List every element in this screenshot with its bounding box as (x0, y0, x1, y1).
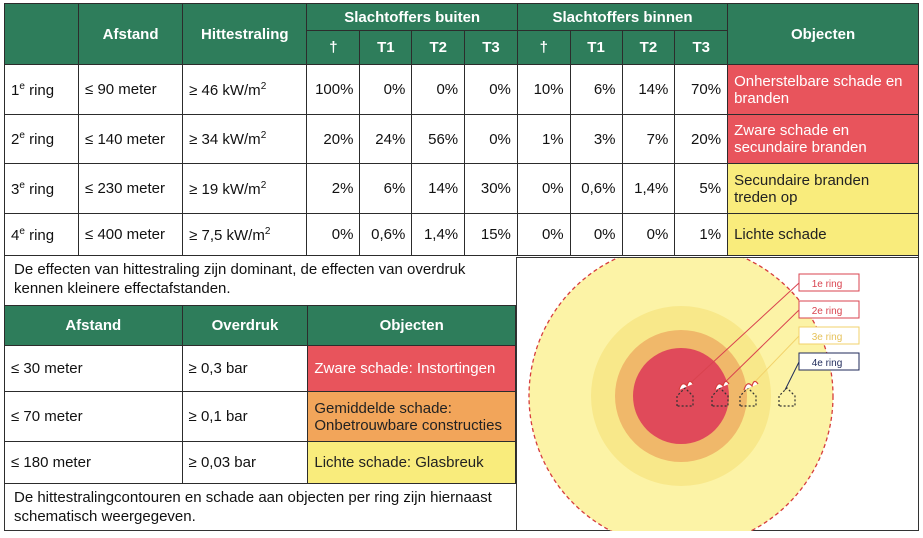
header-afstand: Afstand (79, 4, 183, 65)
value-cell: 20% (675, 115, 728, 164)
object-cell: Gemiddelde schade: Onbetrouwbare constructies (308, 392, 516, 442)
label-ring-2: 2e ring (811, 306, 843, 317)
value-cell: 14% (412, 164, 465, 214)
ring-cell: 3e ring (5, 164, 79, 214)
header-objecten-2: Objecten (308, 306, 516, 346)
ring-1-contour (633, 348, 729, 444)
table-row (5, 442, 516, 484)
value-cell: 0% (465, 65, 518, 115)
afstand-cell: ≤ 400 meter (79, 214, 183, 256)
value-cell: 14% (622, 65, 675, 115)
hitte-cell: ≥ 7,5 $kW/m^2$ (183, 214, 307, 256)
object-cell: Onherstelbare schade en branden (728, 65, 919, 115)
corner-header (5, 4, 79, 65)
header-objecten: Objecten (728, 4, 919, 65)
object-cell: Lichte schade (728, 214, 919, 256)
value-cell: 15% (465, 214, 518, 256)
ring-cell: 2e ring (5, 115, 79, 164)
note-effects: De effecten van hittestraling zijn dominant, de effecten van overdruk kennen kleinere effectafstanden. (14, 261, 466, 297)
value-cell: 0,6% (570, 164, 622, 214)
value-cell: 0% (465, 115, 518, 164)
overpressure-table (4, 305, 516, 484)
value-cell: 0% (307, 214, 360, 256)
subheader-dead-binnen: † (517, 31, 570, 65)
label-ring-1: 1e ring (811, 279, 843, 290)
afstand-cell: ≤ 230 meter (79, 164, 183, 214)
subheader-dead-buiten: † (307, 31, 360, 65)
subheader-t1-binnen: T1 (570, 31, 622, 65)
value-cell: 7% (622, 115, 675, 164)
subheader-t1-buiten: T1 (360, 31, 412, 65)
subheader-t2-buiten: T2 (412, 31, 465, 65)
value-cell: 0% (622, 214, 675, 256)
subheader-t3-binnen: T3 (675, 31, 728, 65)
value-cell: 2% (307, 164, 360, 214)
label-ring-4: 4e ring (811, 358, 843, 369)
note-contours: De hittestralingcontouren en schade aan objecten per ring zijn hiernaast schematisch weergegeven. (14, 489, 492, 525)
value-cell: 0,6% (360, 214, 412, 256)
ring-cell: 4e ring (5, 214, 79, 256)
afstand-cell: ≤ 70 meter (5, 392, 183, 442)
value-cell: 0% (517, 164, 570, 214)
ring-diagram (516, 257, 919, 531)
header-overdruk: Overdruk (182, 306, 308, 346)
table-row (5, 346, 516, 392)
table-row (5, 115, 919, 164)
value-cell: 1,4% (412, 214, 465, 256)
table-row (5, 392, 516, 442)
label-ring-3: 3e ring (811, 332, 843, 343)
value-cell: 1% (675, 214, 728, 256)
value-cell: 3% (570, 115, 622, 164)
header-hittestraling: Hittestraling (183, 4, 307, 65)
value-cell: 5% (675, 164, 728, 214)
value-cell: 100% (307, 65, 360, 115)
value-cell: 70% (675, 65, 728, 115)
value-cell: 30% (465, 164, 518, 214)
hitte-cell: ≥ 19 $kW/m^2$ (183, 164, 307, 214)
hitte-cell: ≥ 34 $kW/m^2$ (183, 115, 307, 164)
value-cell: 20% (307, 115, 360, 164)
value-cell: 0% (412, 65, 465, 115)
table-row (5, 65, 919, 115)
table-row (5, 214, 919, 256)
value-cell: 6% (360, 164, 412, 214)
value-cell: 56% (412, 115, 465, 164)
overdruk-cell: ≥ 0,1 bar (182, 392, 308, 442)
overdruk-cell: ≥ 0,03 bar (182, 442, 308, 484)
object-cell: Zware schade en secundaire branden (728, 115, 919, 164)
object-cell: Secundaire branden treden op (728, 164, 919, 214)
subheader-t2-binnen: T2 (622, 31, 675, 65)
subheader-t3-buiten: T3 (465, 31, 518, 65)
table-row (5, 164, 919, 214)
header-afstand-2: Afstand (5, 306, 183, 346)
value-cell: 1% (517, 115, 570, 164)
afstand-cell: ≤ 180 meter (5, 442, 183, 484)
afstand-cell: ≤ 90 meter (79, 65, 183, 115)
value-cell: 24% (360, 115, 412, 164)
value-cell: 1,4% (622, 164, 675, 214)
ring-diagram-svg (517, 258, 919, 531)
object-cell: Lichte schade: Glasbreuk (308, 442, 516, 484)
afstand-cell: ≤ 140 meter (79, 115, 183, 164)
value-cell: 0% (517, 214, 570, 256)
heat-radiation-table (4, 3, 919, 256)
value-cell: 0% (570, 214, 622, 256)
header-slachtoffers-buiten: Slachtoffers buiten (307, 4, 517, 31)
object-cell: Zware schade: Instortingen (308, 346, 516, 392)
value-cell: 6% (570, 65, 622, 115)
header-slachtoffers-binnen: Slachtoffers binnen (517, 4, 727, 31)
ring-cell: 1e ring (5, 65, 79, 115)
hitte-cell: ≥ 46 $kW/m^2$ (183, 65, 307, 115)
afstand-cell: ≤ 30 meter (5, 346, 183, 392)
value-cell: 0% (360, 65, 412, 115)
overdruk-cell: ≥ 0,3 bar (182, 346, 308, 392)
value-cell: 10% (517, 65, 570, 115)
